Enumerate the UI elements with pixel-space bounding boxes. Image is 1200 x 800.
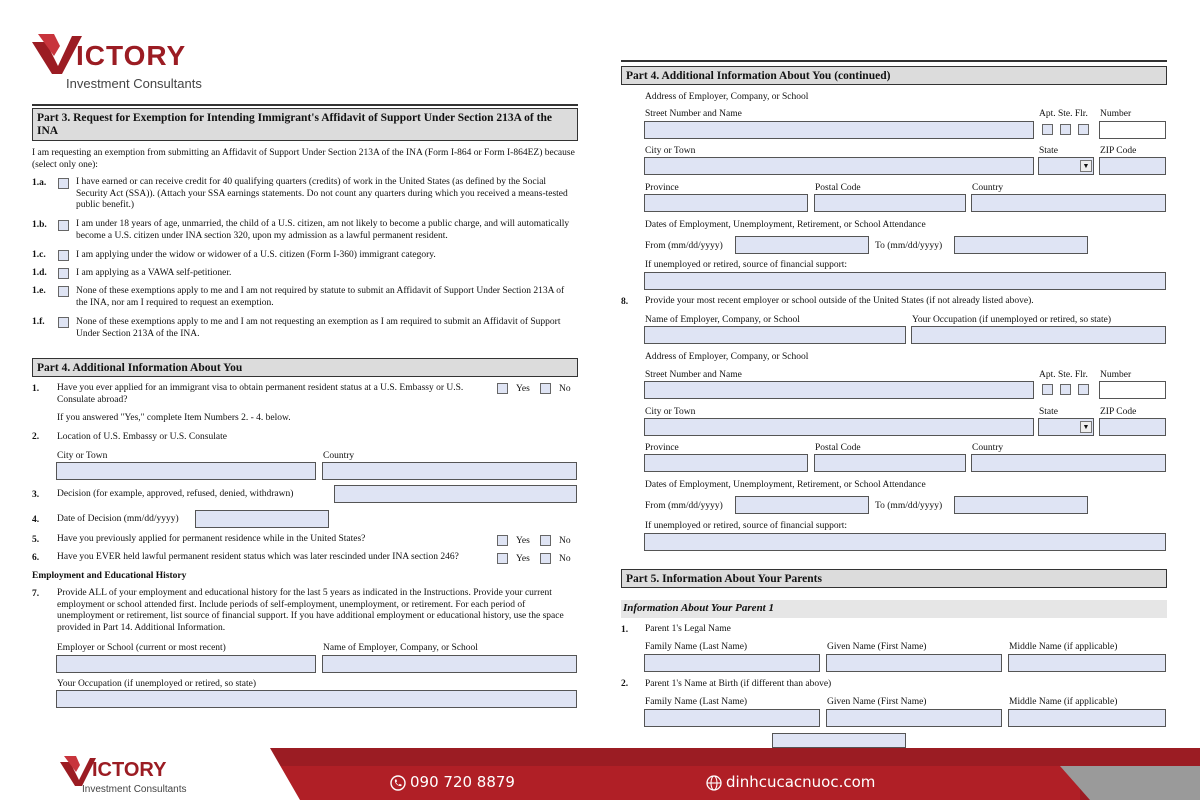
q5-num: 5. bbox=[32, 535, 40, 545]
item-num: 1.e. bbox=[32, 286, 46, 296]
country-input[interactable] bbox=[971, 194, 1166, 212]
p1-num: 1. bbox=[621, 625, 629, 635]
yes-label: Yes bbox=[516, 536, 530, 546]
chevron-down-icon[interactable]: ▼ bbox=[1080, 421, 1092, 433]
item-num: 1.a. bbox=[32, 178, 47, 188]
item-text: I am under 18 years of age, unmarried, the child of a U.S. citizen, am not likely to become a public charge, and will automatically become a U.S. citizen under INA section 320, upon my admission as a lawful permanent resident. bbox=[76, 219, 570, 241]
birth-family-name-input[interactable] bbox=[644, 709, 820, 727]
street-label: Street Number and Name bbox=[645, 109, 742, 119]
q7-num: 7. bbox=[32, 589, 40, 599]
yes-label: Yes bbox=[516, 554, 530, 564]
given-name-input[interactable] bbox=[826, 654, 1002, 672]
apt-label: Apt. Ste. Flr. bbox=[1039, 370, 1088, 380]
apt-label: Apt. Ste. Flr. bbox=[1039, 109, 1088, 119]
given-label: Given Name (First Name) bbox=[827, 642, 927, 652]
middle-label: Middle Name (if applicable) bbox=[1009, 697, 1118, 707]
checkbox-1a[interactable] bbox=[58, 178, 69, 189]
part4-header: Part 4. Additional Information About You bbox=[32, 358, 578, 377]
logo bbox=[32, 30, 232, 92]
from-date-input[interactable] bbox=[735, 496, 869, 514]
footer-logo-v-mark bbox=[60, 756, 96, 786]
city-label: City or Town bbox=[57, 451, 108, 461]
province-label: Province bbox=[645, 183, 679, 193]
q6-no-checkbox[interactable] bbox=[540, 553, 551, 564]
country-label: Country bbox=[972, 183, 1004, 193]
to-label: To (mm/dd/yyyy) bbox=[875, 501, 943, 511]
state-label: State bbox=[1039, 407, 1058, 417]
state-label: State bbox=[1039, 146, 1058, 156]
address-label: Address of Employer, Company, or School bbox=[645, 352, 809, 362]
checkbox-1d[interactable] bbox=[58, 268, 69, 279]
emp-name-label: Name of Employer, Company, or School bbox=[645, 315, 800, 325]
q5-yes-checkbox[interactable] bbox=[497, 535, 508, 546]
from-date-input[interactable] bbox=[735, 236, 869, 254]
street-label: Street Number and Name bbox=[645, 370, 742, 380]
q1-note: If you answered "Yes," complete Item Numbers 2. - 4. below. bbox=[57, 413, 291, 423]
to-date-input[interactable] bbox=[954, 236, 1088, 254]
q5-no-checkbox[interactable] bbox=[540, 535, 551, 546]
address-label: Address of Employer, Company, or School bbox=[645, 92, 809, 102]
checkbox-1c[interactable] bbox=[58, 250, 69, 261]
apt-checkbox[interactable] bbox=[1042, 384, 1053, 395]
phone-icon bbox=[390, 775, 406, 791]
from-label: From (mm/dd/yyyy) bbox=[645, 241, 723, 251]
dates-label: Dates of Employment, Unemployment, Retirement, or School Attendance bbox=[645, 220, 926, 230]
parent1-subheader: Information About Your Parent 1 bbox=[621, 600, 1167, 618]
province-input[interactable] bbox=[644, 194, 808, 212]
postal-label: Postal Code bbox=[815, 183, 861, 193]
embassy-country-input[interactable] bbox=[322, 462, 577, 480]
number-input[interactable] bbox=[1099, 381, 1166, 399]
q1-yes-checkbox[interactable] bbox=[497, 383, 508, 394]
q1-num: 1. bbox=[32, 384, 40, 394]
q4-num: 4. bbox=[32, 515, 40, 525]
province-input[interactable] bbox=[644, 454, 808, 472]
foreign-occupation-input[interactable] bbox=[911, 326, 1166, 344]
part3-intro: I am requesting an exemption from submitting an Affidavit of Support Under Section 213A of the INA (Form I-864 or Form I-864EZ) because (select only one): bbox=[32, 148, 575, 170]
family-label: Family Name (Last Name) bbox=[645, 697, 748, 707]
item-num: 1.b. bbox=[32, 220, 47, 230]
birth-given-name-input[interactable] bbox=[826, 709, 1002, 727]
website-url: dinhcucacnuoc.com bbox=[726, 773, 876, 791]
q6-yes-checkbox[interactable] bbox=[497, 553, 508, 564]
logo-subtitle: Investment Consultants bbox=[66, 76, 202, 91]
q3-text: Decision (for example, approved, refused, denied, withdrawn) bbox=[57, 489, 294, 499]
part5-header: Part 5. Information About Your Parents bbox=[621, 569, 1167, 588]
support-label: If unemployed or retired, source of financial support: bbox=[645, 521, 848, 531]
decision-input[interactable] bbox=[334, 485, 577, 503]
item-text: None of these exemptions apply to me and I am not required by statute to submit an Affidavit of Support Under Section 213A of the INA, nor am I required to request an exemption. bbox=[76, 286, 565, 308]
occupation-input[interactable] bbox=[56, 690, 577, 708]
q2-text: Location of U.S. Embassy or U.S. Consulate bbox=[57, 432, 227, 442]
footer-logo-wordmark: ICTORY bbox=[92, 759, 167, 781]
postal-input[interactable] bbox=[814, 454, 966, 472]
phone-number: 090 720 8879 bbox=[410, 773, 515, 791]
family-name-input[interactable] bbox=[644, 654, 820, 672]
q8-num: 8. bbox=[621, 297, 629, 307]
item-text: I am applying as a VAWA self-petitioner. bbox=[76, 268, 232, 278]
p2-text: Parent 1's Name at Birth (if different than above) bbox=[645, 679, 832, 689]
support-input[interactable] bbox=[644, 533, 1166, 551]
checkbox-1e[interactable] bbox=[58, 286, 69, 297]
ste-checkbox[interactable] bbox=[1060, 124, 1071, 135]
logo-v-mark bbox=[32, 34, 82, 74]
q5-text: Have you previously applied for permanent residence while in the United States? bbox=[57, 534, 366, 544]
no-label: No bbox=[559, 536, 571, 546]
support-input[interactable] bbox=[644, 272, 1166, 290]
dates-label: Dates of Employment, Unemployment, Retirement, or School Attendance bbox=[645, 480, 926, 490]
q6-num: 6. bbox=[32, 553, 40, 563]
yes-label: Yes bbox=[516, 384, 530, 394]
q7-text: Provide ALL of your employment and educational history for the last 5 years as indicated in the Instructions. Provide your current employment or school attended first. Include periods of self-employment, unemployment, or retirement. For each period of unemployment or retirement, list source of financial support. If you have additional employment or educational history, use the space provided in Part 14. Additional Information. bbox=[57, 588, 564, 633]
apt-checkbox[interactable] bbox=[1042, 124, 1053, 135]
q1-no-checkbox[interactable] bbox=[540, 383, 551, 394]
zip-input[interactable] bbox=[1099, 157, 1166, 175]
zip-label: ZIP Code bbox=[1100, 407, 1137, 417]
chevron-down-icon[interactable]: ▼ bbox=[1080, 160, 1092, 172]
number-label: Number bbox=[1100, 370, 1132, 380]
p1-text: Parent 1's Legal Name bbox=[645, 624, 731, 634]
middle-name-input[interactable] bbox=[1008, 654, 1166, 672]
ste-checkbox[interactable] bbox=[1060, 384, 1071, 395]
flr-checkbox[interactable] bbox=[1078, 384, 1089, 395]
to-date-input[interactable] bbox=[954, 496, 1088, 514]
foreign-employer-input[interactable] bbox=[644, 326, 906, 344]
item-num: 1.d. bbox=[32, 268, 47, 278]
embassy-city-input[interactable] bbox=[56, 462, 316, 480]
country-label: Country bbox=[972, 443, 1004, 453]
no-label: No bbox=[559, 384, 571, 394]
support-label: If unemployed or retired, source of financial support: bbox=[645, 260, 848, 270]
checkbox-1f[interactable] bbox=[58, 317, 69, 328]
country-input[interactable] bbox=[971, 454, 1166, 472]
employer-name-input[interactable] bbox=[322, 655, 577, 673]
item-text: I am applying under the widow or widower of a U.S. citizen (Form I-360) immigrant category. bbox=[76, 250, 436, 260]
street-input[interactable] bbox=[644, 381, 1034, 399]
zip-label: ZIP Code bbox=[1100, 146, 1137, 156]
city-input[interactable] bbox=[644, 157, 1034, 175]
middle-label: Middle Name (if applicable) bbox=[1009, 642, 1118, 652]
footer-logo-subtitle: Investment Consultants bbox=[82, 784, 187, 795]
province-label: Province bbox=[645, 443, 679, 453]
employer-school-input[interactable] bbox=[56, 655, 316, 673]
rule bbox=[32, 104, 578, 106]
q1-text: Have you ever applied for an immigrant visa to obtain permanent resident status at a U.S. Embassy or U.S. Consulate abroad? bbox=[57, 383, 464, 405]
footer-banner bbox=[0, 748, 1200, 800]
occupation-label: Your Occupation (if unemployed or retired, so state) bbox=[57, 679, 257, 689]
city-label: City or Town bbox=[645, 407, 696, 417]
q2-num: 2. bbox=[32, 432, 40, 442]
family-label: Family Name (Last Name) bbox=[645, 642, 748, 652]
city-label: City or Town bbox=[645, 146, 696, 156]
item-num: 1.f. bbox=[32, 317, 45, 327]
no-label: No bbox=[559, 554, 571, 564]
part4-cont-header: Part 4. Additional Information About You (continued) bbox=[621, 66, 1167, 85]
postal-label: Postal Code bbox=[815, 443, 861, 453]
item-text: I have earned or can receive credit for 40 qualifying quarters (credits) of work in the United States (as defined by the Social Security Act (SSA)). (Attach your SSA earnings statements. Do not count any quarters during which you received a means-tested public benefit.) bbox=[76, 177, 568, 210]
item-num: 1.c. bbox=[32, 250, 46, 260]
part3-header: Part 3. Request for Exemption for Intending Immigrant's Affidavit of Support Under Section 213A of the INA bbox=[32, 108, 578, 141]
checkbox-1b[interactable] bbox=[58, 220, 69, 231]
employer-name-label: Name of Employer, Company, or School bbox=[323, 643, 478, 653]
street-input[interactable] bbox=[644, 121, 1034, 139]
birth-middle-name-input[interactable] bbox=[1008, 709, 1166, 727]
q8-text: Provide your most recent employer or school outside of the United States (if not already listed above). bbox=[645, 296, 1034, 306]
employer-label: Employer or School (current or most recent) bbox=[57, 643, 226, 653]
footer-logo bbox=[60, 754, 260, 798]
q6-text: Have you EVER held lawful permanent resident status which was later rescinded under INA section 246? bbox=[57, 552, 459, 562]
logo-wordmark: ICTORY bbox=[76, 40, 187, 71]
q4-text: Date of Decision (mm/dd/yyyy) bbox=[57, 514, 179, 524]
q3-num: 3. bbox=[32, 490, 40, 500]
given-label: Given Name (First Name) bbox=[827, 697, 927, 707]
zip-input[interactable] bbox=[1099, 418, 1166, 436]
date-of-birth-input[interactable] bbox=[772, 733, 906, 748]
item-text: None of these exemptions apply to me and I am not requesting an exemption as I am required to submit an Affidavit of Support Under Section 213A of the INA. bbox=[76, 317, 561, 339]
postal-input[interactable] bbox=[814, 194, 966, 212]
to-label: To (mm/dd/yyyy) bbox=[875, 241, 943, 251]
footer-grey-accent bbox=[1060, 766, 1200, 800]
occupation-label: Your Occupation (if unemployed or retired, so state) bbox=[912, 315, 1112, 325]
number-input[interactable] bbox=[1099, 121, 1166, 139]
p2-num: 2. bbox=[621, 679, 629, 689]
from-label: From (mm/dd/yyyy) bbox=[645, 501, 723, 511]
country-label: Country bbox=[323, 451, 355, 461]
flr-checkbox[interactable] bbox=[1078, 124, 1089, 135]
number-label: Number bbox=[1100, 109, 1132, 119]
rule bbox=[621, 60, 1167, 62]
decision-date-input[interactable] bbox=[195, 510, 329, 528]
city-input[interactable] bbox=[644, 418, 1034, 436]
globe-icon bbox=[706, 775, 722, 791]
employment-heading: Employment and Educational History bbox=[32, 571, 187, 581]
